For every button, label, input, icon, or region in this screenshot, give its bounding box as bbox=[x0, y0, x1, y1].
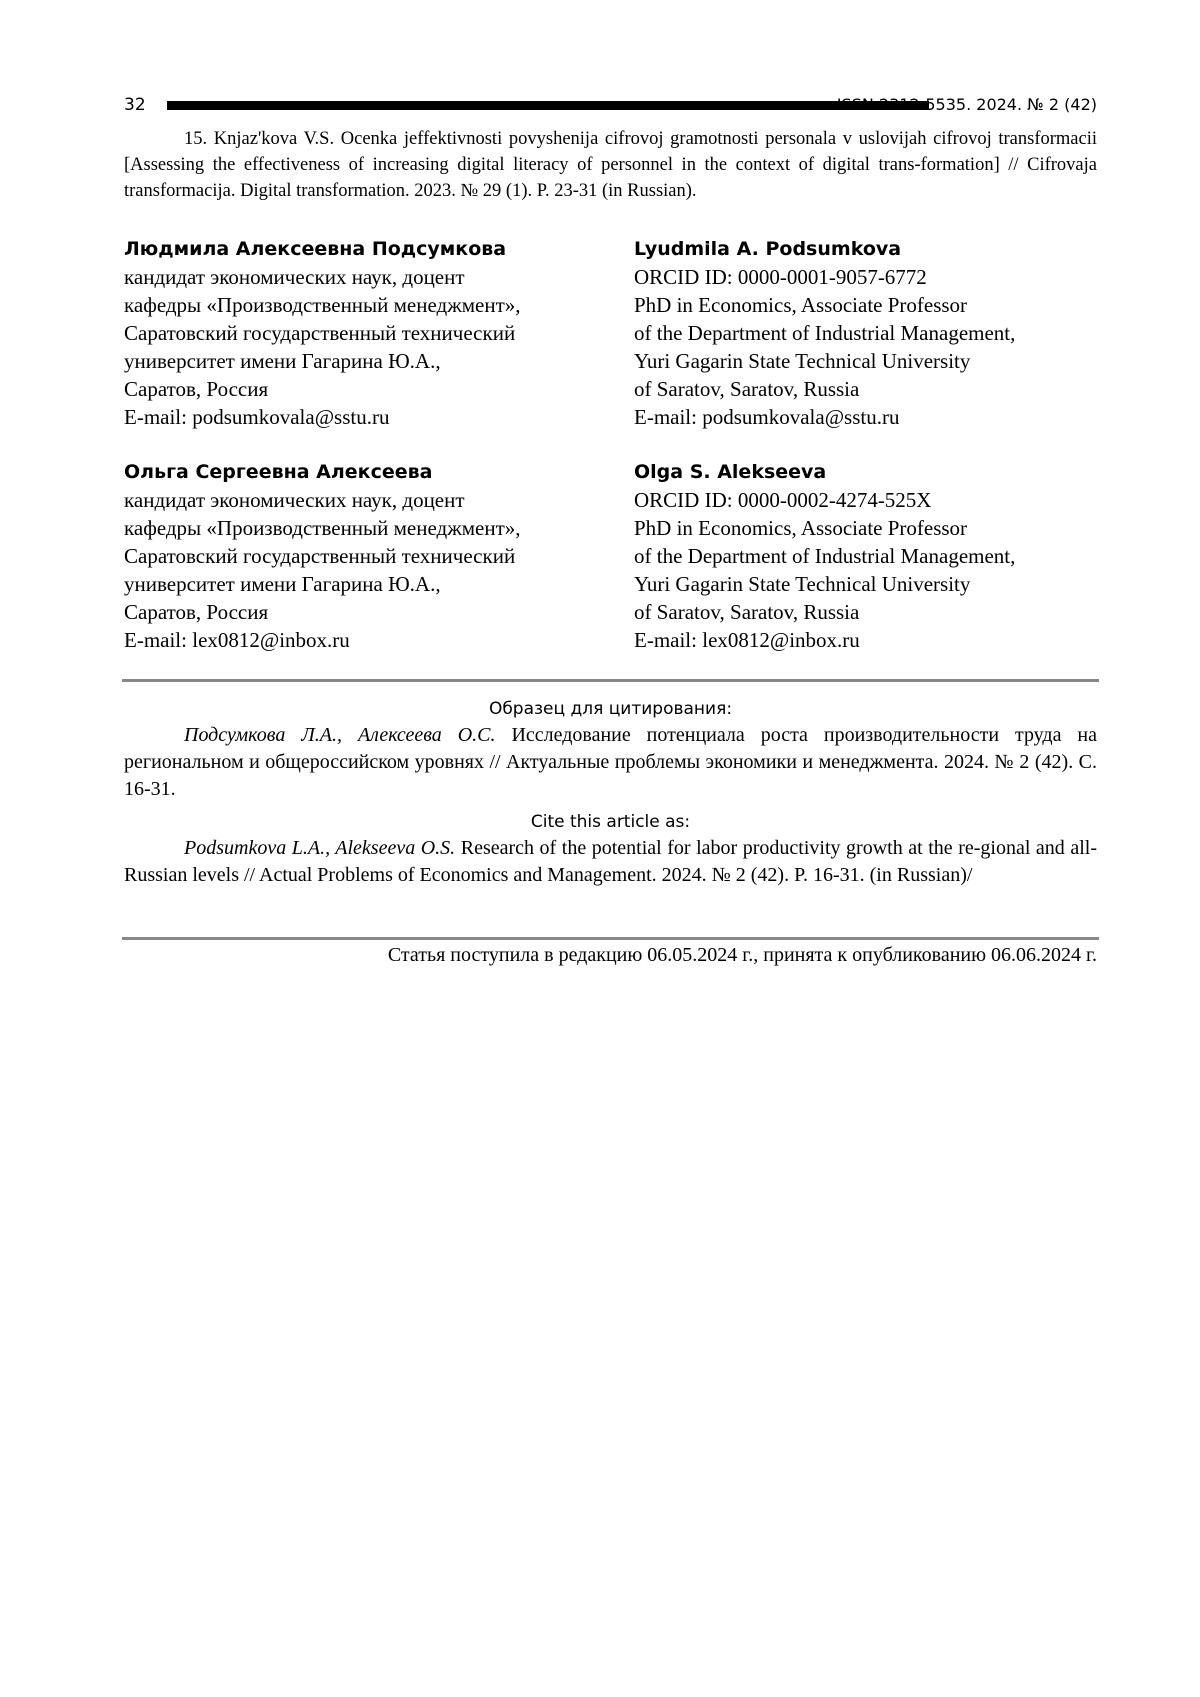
reference-item: 15. Knjaz'kova V.S. Ocenka jeffektivnosti povyshenija cifrovoj gramotnosti personala v uslovijah cifrovoj transformacii [Assessing the effectiveness of increasing digital literacy of personnel in the context of digital trans-formation] // Cifrovaja transformacija. Digital transformation. 2023. № 29 (1). P. 23-31 (in Russian). bbox=[124, 129, 1097, 201]
author-en-1 bbox=[634, 235, 1097, 431]
author-line: кафедры «Производственный менеджмент», bbox=[124, 293, 521, 317]
author-email: E-mail: podsumkovala@sstu.ru bbox=[634, 405, 900, 429]
received-note: Статья поступила в редакцию 06.05.2024 г., принята к опубликованию 06.06.2024 г. bbox=[387, 944, 1097, 966]
section-divider bbox=[122, 679, 1099, 682]
author-line: Саратов, Россия bbox=[124, 377, 269, 401]
page-header bbox=[124, 92, 1097, 118]
author-name: Lyudmila A. Podsumkova bbox=[634, 238, 902, 260]
author-line: Yuri Gagarin State Technical University bbox=[634, 572, 971, 596]
author-name: Ольга Сергеевна Алексеева bbox=[124, 461, 433, 483]
author-name: Людмила Алексеевна Подсумкова bbox=[124, 238, 507, 260]
header-bar bbox=[167, 101, 929, 110]
author-line: кафедры «Производственный менеджмент», bbox=[124, 516, 521, 540]
citation-heading-en: Cite this article as: bbox=[530, 812, 691, 832]
author-line: университет имени Гагарина Ю.А., bbox=[124, 349, 441, 373]
author-line: of the Department of Industrial Management, bbox=[634, 321, 1016, 345]
author-orcid: ORCID ID: 0000-0001-9057-6772 bbox=[634, 265, 927, 289]
author-line: Саратовский государственный технический bbox=[124, 544, 516, 568]
section-divider bbox=[122, 937, 1099, 940]
author-line: кандидат экономических наук, доцент bbox=[124, 488, 465, 512]
author-line: кандидат экономических наук, доцент bbox=[124, 265, 465, 289]
author-orcid: ORCID ID: 0000-0002-4274-525X bbox=[634, 488, 932, 512]
citation-authors: Подсумкова Л.А., Алексеева О.С. bbox=[184, 724, 496, 746]
author-line: университет имени Гагарина Ю.А., bbox=[124, 572, 441, 596]
author-line: PhD in Economics, Associate Professor bbox=[634, 293, 968, 317]
author-line: PhD in Economics, Associate Professor bbox=[634, 516, 968, 540]
author-line: of the Department of Industrial Management, bbox=[634, 544, 1016, 568]
author-line: Саратов, Россия bbox=[124, 600, 269, 624]
author-ru-2 bbox=[124, 458, 614, 654]
author-line: Саратовский государственный технический bbox=[124, 321, 516, 345]
citation-text: Исследование потенциала роста производительности труда на региональном и общероссийском уровнях // Актуальные проблемы экономики и менеджмента. 2024. № 2 (42). С. 16-31. bbox=[124, 724, 1097, 800]
author-en-2 bbox=[634, 458, 1097, 654]
author-email: E-mail: podsumkovala@sstu.ru bbox=[124, 405, 390, 429]
citation-authors: Podsumkova L.A., Alekseeva O.S. bbox=[184, 837, 456, 859]
author-name: Olga S. Alekseeva bbox=[634, 461, 827, 483]
author-line: of Saratov, Saratov, Russia bbox=[634, 600, 860, 624]
page-number: 32 bbox=[124, 95, 146, 115]
issn-label: ISSN 2312-5535. 2024. № 2 (42) bbox=[836, 95, 1097, 114]
citation-heading-ru: Образец для цитирования: bbox=[488, 699, 733, 719]
author-ru-1 bbox=[124, 235, 614, 431]
author-email: E-mail: lex0812@inbox.ru bbox=[124, 628, 350, 652]
author-line: of Saratov, Saratov, Russia bbox=[634, 377, 860, 401]
citation-text: Research of the potential for labor productivity growth at the re-gional and all-Russian levels // Actual Problems of Economics and Management. 2024. № 2 (42). P. 16-31. (in Russian)/ bbox=[124, 837, 1097, 886]
citation-en bbox=[124, 835, 1097, 889]
author-line: Yuri Gagarin State Technical University bbox=[634, 349, 971, 373]
author-email: E-mail: lex0812@inbox.ru bbox=[634, 628, 860, 652]
citation-ru bbox=[124, 722, 1097, 803]
